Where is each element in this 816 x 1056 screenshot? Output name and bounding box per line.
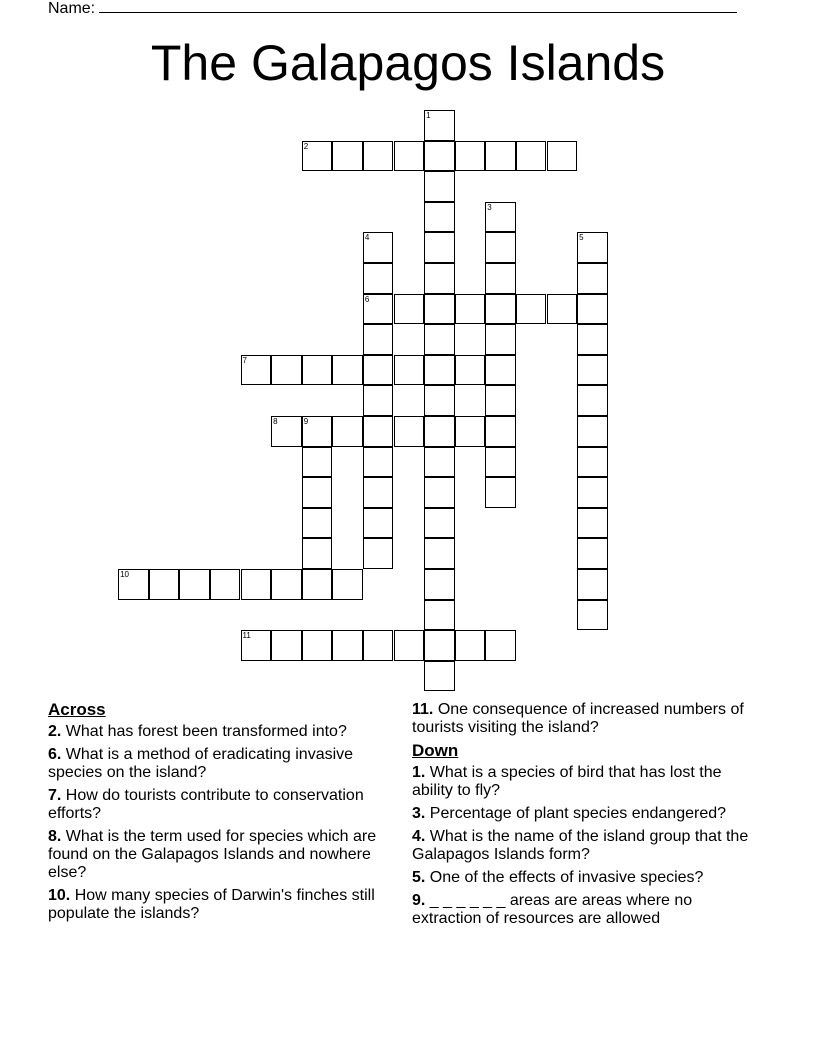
crossword-cell[interactable] (547, 141, 578, 172)
crossword-cell[interactable] (485, 232, 516, 263)
crossword-cell[interactable] (485, 630, 516, 661)
crossword-cell[interactable] (302, 508, 333, 539)
crossword-cell[interactable] (485, 447, 516, 478)
crossword-cell[interactable] (424, 477, 455, 508)
crossword-cell[interactable] (455, 630, 486, 661)
crossword-cell[interactable] (424, 600, 455, 631)
cell-number: 8 (273, 417, 278, 426)
crossword-cell[interactable] (302, 355, 333, 386)
crossword-cell[interactable] (363, 416, 394, 447)
clue-number: 6. (48, 746, 62, 763)
down-heading: Down (412, 741, 459, 760)
crossword-cell[interactable] (332, 630, 363, 661)
cell-number: 3 (487, 202, 492, 212)
clue-number: 8. (48, 828, 62, 845)
cell-number: 5 (579, 233, 584, 243)
crossword-cell[interactable] (516, 294, 547, 325)
clue-down-4 (412, 828, 762, 864)
crossword-cell[interactable] (577, 447, 608, 478)
crossword-cell[interactable] (363, 141, 394, 172)
crossword-cell[interactable] (516, 141, 547, 172)
crossword-cell[interactable] (394, 630, 425, 661)
crossword-cell[interactable] (577, 294, 608, 325)
cell-number: 6 (364, 294, 370, 304)
crossword-cell[interactable] (363, 324, 394, 355)
clue-text: What is a method of eradicating invasive species on the island? (48, 746, 354, 781)
clue-number: 5. (412, 869, 426, 886)
crossword-cell[interactable] (118, 569, 149, 600)
crossword-cell[interactable] (363, 630, 394, 661)
cell-number: 1 (426, 111, 431, 120)
crossword-cell[interactable] (577, 263, 608, 294)
clue-text: What is a species of bird that has lost the ability to fly? (412, 764, 722, 799)
clue-text: Percentage of plant species endangered? (429, 805, 727, 822)
crossword-cell[interactable] (271, 630, 302, 661)
clue-across-11 (412, 701, 762, 737)
clue-text: How do tourists contribute to conservation efforts? (48, 787, 364, 822)
crossword-cell[interactable] (302, 447, 333, 478)
crossword-cell[interactable] (363, 447, 394, 478)
clues-left-column (48, 701, 398, 928)
crossword-cell[interactable] (455, 141, 486, 172)
crossword-cell[interactable] (577, 385, 608, 416)
crossword-cell[interactable] (577, 324, 608, 355)
clue-number: 7. (48, 787, 62, 804)
cell-number: 4 (364, 233, 370, 243)
crossword-cell[interactable] (424, 538, 455, 569)
crossword-cell[interactable] (485, 263, 516, 294)
crossword-cell[interactable] (485, 324, 516, 355)
crossword-cell[interactable] (577, 477, 608, 508)
clue-across-10 (48, 887, 398, 923)
clue-text: What is the term used for species which are found on the Galapagos Islands and nowhere else? (48, 828, 377, 881)
crossword-cell[interactable] (394, 141, 425, 172)
clue-text: One consequence of increased numbers of tourists visiting the island? (412, 701, 744, 736)
crossword-cell[interactable] (302, 141, 333, 172)
clue-number: 10. (48, 887, 71, 904)
crossword-cell[interactable] (210, 569, 241, 600)
crossword-cell[interactable] (424, 110, 455, 141)
crossword-cell[interactable] (424, 202, 455, 233)
clue-number: 11. (412, 701, 434, 718)
crossword-cell[interactable] (332, 141, 363, 172)
crossword-cell[interactable] (394, 355, 425, 386)
clue-number: 9. (412, 892, 426, 909)
crossword-cell[interactable] (424, 447, 455, 478)
crossword-cell[interactable] (485, 355, 516, 386)
clue-number: 1. (412, 764, 426, 781)
crossword-cell[interactable] (455, 294, 486, 325)
crossword-cell[interactable] (424, 355, 455, 386)
crossword-cell[interactable] (577, 569, 608, 600)
name-label: Name: (48, 0, 96, 17)
clue-text: What is the name of the island group that the Galapagos Islands form? (412, 828, 749, 863)
crossword-cell[interactable] (485, 385, 516, 416)
crossword-cell[interactable] (424, 263, 455, 294)
crossword-cell[interactable] (363, 385, 394, 416)
crossword-cell[interactable] (363, 232, 394, 263)
crossword-cell[interactable] (332, 355, 363, 386)
cell-number: 10 (120, 570, 129, 579)
clue-across-6 (48, 746, 398, 782)
cell-number: 7 (242, 355, 247, 365)
clue-number: 4. (412, 828, 426, 845)
page-title: The Galapagos Islands (150, 35, 666, 91)
crossword-cell[interactable] (363, 508, 394, 539)
clue-across-7 (48, 787, 398, 823)
clue-down-3 (412, 805, 762, 823)
crossword-cell[interactable] (241, 569, 272, 600)
crossword-cell[interactable] (302, 477, 333, 508)
crossword-cell[interactable] (485, 202, 516, 233)
crossword-cell[interactable] (179, 569, 210, 600)
across-heading: Across (48, 700, 106, 719)
crossword-cell[interactable] (577, 355, 608, 386)
crossword-cell[interactable] (424, 385, 455, 416)
clue-across-8 (48, 828, 398, 882)
crossword-cell[interactable] (302, 569, 333, 600)
crossword-cell[interactable] (485, 141, 516, 172)
crossword-cell[interactable] (424, 171, 455, 202)
crossword-cell[interactable] (271, 569, 302, 600)
crossword-cell[interactable] (302, 630, 333, 661)
crossword-cell[interactable] (363, 538, 394, 569)
crossword-cell[interactable] (577, 538, 608, 569)
crossword-cell[interactable] (363, 355, 394, 386)
crossword-cell[interactable] (547, 294, 578, 325)
crossword-cell[interactable] (424, 294, 455, 325)
crossword-cell[interactable] (577, 232, 608, 263)
crossword-cell[interactable] (271, 416, 302, 447)
clue-across-2 (48, 723, 398, 741)
crossword-cell[interactable] (424, 141, 455, 172)
crossword-cell[interactable] (424, 232, 455, 263)
crossword-cell[interactable] (424, 508, 455, 539)
crossword-cell[interactable] (332, 416, 363, 447)
crossword-cell[interactable] (424, 416, 455, 447)
clue-down-1 (412, 764, 762, 800)
clue-number: 2. (48, 723, 62, 740)
crossword-cell[interactable] (363, 263, 394, 294)
crossword-cell[interactable] (241, 355, 272, 386)
crossword-cell[interactable] (455, 416, 486, 447)
crossword-cell[interactable] (455, 355, 486, 386)
clue-text: What has forest been transformed into? (65, 723, 347, 740)
clue-down-9 (412, 892, 762, 928)
crossword-cell[interactable] (424, 630, 455, 661)
crossword-cell[interactable] (577, 600, 608, 631)
crossword-cell[interactable] (424, 661, 455, 692)
crossword-cell[interactable] (424, 569, 455, 600)
crossword-cell[interactable] (577, 416, 608, 447)
crossword-cell[interactable] (302, 538, 333, 569)
crossword-cell[interactable] (302, 416, 333, 447)
crossword-cell[interactable] (394, 294, 425, 325)
crossword-cell[interactable] (394, 416, 425, 447)
clues-right-column (412, 701, 762, 933)
crossword-cell[interactable] (424, 324, 455, 355)
crossword-cell[interactable] (485, 477, 516, 508)
cell-number: 11 (242, 631, 251, 641)
crossword-cell[interactable] (149, 569, 180, 600)
clue-text: How many species of Darwin's finches still populate the islands? (48, 887, 375, 922)
crossword-cell[interactable] (363, 477, 394, 508)
clue-number: 3. (412, 805, 426, 822)
cell-number: 9 (303, 417, 309, 426)
crossword-cell[interactable] (485, 294, 516, 325)
clue-text: _ _ _ _ _ _ areas are areas where no extraction of resources are allowed (412, 892, 693, 927)
crossword-cell[interactable] (332, 569, 363, 600)
crossword-cell[interactable] (241, 630, 272, 661)
crossword-cell[interactable] (577, 508, 608, 539)
clue-down-5 (412, 869, 762, 887)
clue-text: One of the effects of invasive species? (429, 869, 704, 886)
crossword-cell[interactable] (271, 355, 302, 386)
crossword-cell[interactable] (363, 294, 394, 325)
crossword-cell[interactable] (485, 416, 516, 447)
cell-number: 2 (303, 141, 309, 151)
